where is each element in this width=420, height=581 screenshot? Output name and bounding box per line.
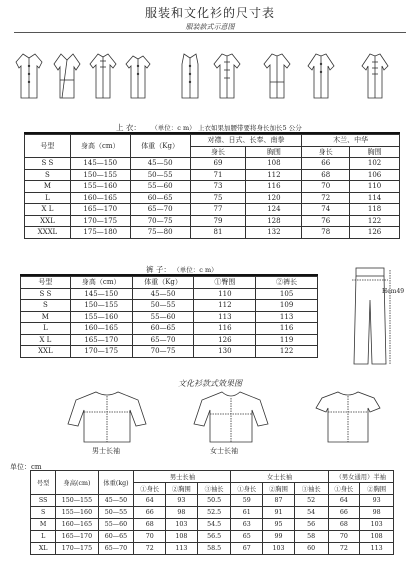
cell: 60—65 [130, 192, 190, 204]
table-row [25, 192, 400, 204]
tshirt-header-size: 号型 [31, 471, 56, 495]
cell: 60—65 [98, 531, 134, 543]
cell: 150—155 [70, 300, 132, 312]
cell: X L [21, 334, 71, 346]
cell: 65—70 [130, 204, 190, 216]
cell: 63 [231, 519, 263, 531]
style-diagram-title: 服装款式示意图 [185, 23, 235, 31]
garment-sketch-long-shirt [306, 52, 336, 100]
jacket-header-height: 身高（cm） [70, 135, 130, 158]
table-row [21, 323, 318, 335]
cell: 113 [256, 311, 318, 323]
cell: 70—75 [130, 215, 190, 227]
tshirt-header-f-chest: ②胸围 [263, 483, 295, 495]
cell: 70 [302, 181, 350, 193]
cell: 165—170 [70, 334, 132, 346]
pants-size-table [20, 276, 318, 358]
cell: 165—170 [70, 204, 130, 216]
cell: S S [25, 158, 71, 170]
female-tshirt-diagram [190, 388, 272, 444]
cell: 68 [134, 519, 166, 531]
garment-sketch-tang [360, 52, 390, 100]
cell: 55—60 [132, 311, 194, 323]
jacket-header-group-a: 对襟、日式、长奉、南拳 [190, 135, 302, 147]
cell: 116 [246, 181, 302, 193]
cell: 78 [302, 227, 350, 239]
cell: 55—60 [98, 519, 134, 531]
tshirt-header-m-length: ①身长 [134, 483, 166, 495]
pants-diagram-label: Hem49 [382, 288, 405, 295]
cell: 126 [350, 227, 400, 239]
table-row [31, 543, 394, 555]
cell: 108 [166, 531, 198, 543]
cell: 170—175 [70, 215, 130, 227]
cell: 150—155 [70, 169, 130, 181]
cell: 113 [166, 543, 198, 555]
cell: 126 [194, 334, 256, 346]
cell: 112 [194, 300, 256, 312]
tshirt-header-u-length: ①身长 [328, 483, 360, 495]
jacket-header-chest-a: 胸围 [246, 146, 302, 158]
cell: 113 [360, 543, 394, 555]
cell: 60—65 [132, 323, 194, 335]
pants-header-size: 号型 [21, 277, 71, 289]
cell: 98 [166, 507, 198, 519]
cell: 45—50 [130, 158, 190, 170]
tshirt-header-f-length: ①身长 [231, 483, 263, 495]
cell: 65 [231, 531, 263, 543]
cell: 160—165 [70, 323, 132, 335]
cell: 64 [134, 495, 166, 507]
garment-sketch-duijin [14, 52, 44, 100]
jacket-note: 上衣如果加腰带要将身长加长5 公分 [198, 124, 302, 132]
cell: 116 [194, 323, 256, 335]
cell: 75—80 [130, 227, 190, 239]
cell: 155—160 [56, 507, 98, 519]
cell: 106 [350, 169, 400, 181]
pants-header-height: 身高（cm） [70, 277, 132, 289]
cell: 160—165 [70, 192, 130, 204]
jacket-header-chest-b: 胸围 [350, 146, 400, 158]
table-row [25, 158, 400, 170]
pants-diagram [348, 264, 394, 368]
jacket-header-weight: 体重（Kg） [130, 135, 190, 158]
cell: XXXL [25, 227, 71, 239]
female-caption: 女士长袖 [210, 447, 238, 455]
cell: 130 [194, 346, 256, 358]
table-row [31, 519, 394, 531]
cell: 67 [231, 543, 263, 555]
cell: L [31, 531, 56, 543]
cell: 65—70 [98, 543, 134, 555]
table-row [21, 311, 318, 323]
cell: 58.5 [197, 543, 231, 555]
tshirt-header-unisex: （男女通用）半袖 [328, 471, 393, 483]
table-row [25, 204, 400, 216]
cell: 59 [231, 495, 263, 507]
garment-sketch-zhonghua [262, 52, 292, 100]
cell: 119 [256, 334, 318, 346]
garment-sketch-mulan [212, 52, 242, 100]
table-row [31, 507, 394, 519]
cell: 103 [360, 519, 394, 531]
cell: 160—165 [56, 519, 98, 531]
tshirt-header-m-sleeve: ③袖长 [197, 483, 231, 495]
cell: 145—150 [70, 288, 132, 300]
table-row [21, 300, 318, 312]
table-row [21, 334, 318, 346]
cell: 61 [231, 507, 263, 519]
tshirt-size-table [30, 470, 394, 555]
cell: 56 [294, 519, 328, 531]
jacket-label: 上 衣： [116, 123, 141, 132]
cell: 72 [302, 192, 350, 204]
cell: S S [21, 288, 71, 300]
cell: 70 [134, 531, 166, 543]
male-tshirt-diagram [66, 388, 148, 444]
cell: 70—75 [132, 346, 194, 358]
tshirt-header-female: 女士长袖 [231, 471, 328, 483]
tshirt-header-m-chest: ②胸围 [166, 483, 198, 495]
jacket-rows [25, 158, 400, 239]
cell: 72 [328, 543, 360, 555]
table-row [25, 181, 400, 193]
cell: 54.5 [197, 519, 231, 531]
jacket-header-size: 号型 [25, 135, 71, 158]
cell: S [21, 300, 71, 312]
cell: 128 [246, 215, 302, 227]
cell: 155—160 [70, 311, 132, 323]
cell: M [25, 181, 71, 193]
pants-header-length: ②裤长 [256, 277, 318, 289]
cell: 77 [190, 204, 246, 216]
cell: 175—180 [70, 227, 130, 239]
cell: 132 [246, 227, 302, 239]
cell: 93 [360, 495, 394, 507]
table-row [21, 288, 318, 300]
title-rule [14, 32, 406, 33]
cell: 52.5 [197, 507, 231, 519]
cell: 50—55 [98, 507, 134, 519]
page-title: 服装和文化衫的尺寸表 [144, 6, 275, 20]
cell: 45—50 [98, 495, 134, 507]
table-row [31, 495, 394, 507]
cell: 54 [294, 507, 328, 519]
cell: 55—60 [130, 181, 190, 193]
pants-label: 裤 子： [146, 265, 171, 274]
cell: 170—175 [70, 346, 132, 358]
cell: XXL [21, 346, 71, 358]
tshirt-header-u-chest: ②胸围 [360, 483, 394, 495]
tshirt-title: 文化衫款式效果图 [178, 379, 242, 388]
cell: M [21, 311, 71, 323]
cell: 124 [246, 204, 302, 216]
pants-header-weight: 体重（Kg） [132, 277, 194, 289]
cell: 65—70 [132, 334, 194, 346]
cell: XXL [25, 215, 71, 227]
cell: 165—170 [56, 531, 98, 543]
cell: 103 [263, 543, 295, 555]
jacket-unit: （单位：c m） [151, 124, 196, 132]
cell: 66 [134, 507, 166, 519]
cell: 150—155 [56, 495, 98, 507]
cell: 60 [294, 543, 328, 555]
cell: 108 [360, 531, 394, 543]
cell: 68 [302, 169, 350, 181]
cell: 79 [190, 215, 246, 227]
jacket-size-table [24, 134, 400, 239]
cell: L [25, 192, 71, 204]
cell: 64 [328, 495, 360, 507]
cell: 81 [190, 227, 246, 239]
cell: 76 [302, 215, 350, 227]
cell: 118 [350, 204, 400, 216]
tshirt-header-weight: 体重(kg) [98, 471, 134, 495]
cell: 110 [350, 181, 400, 193]
cell: 112 [246, 169, 302, 181]
cell: L [21, 323, 71, 335]
cell: 75 [190, 192, 246, 204]
tshirt-header-height: 身高(cm) [56, 471, 98, 495]
table-row [25, 215, 400, 227]
cell: 93 [166, 495, 198, 507]
cell: 70 [328, 531, 360, 543]
cell: 113 [194, 311, 256, 323]
cell: 69 [190, 158, 246, 170]
cell: 66 [302, 158, 350, 170]
cell: 114 [350, 192, 400, 204]
garment-sketch-nanquan [124, 54, 152, 100]
cell: 145—150 [70, 158, 130, 170]
table-row [25, 169, 400, 181]
cell: 50.5 [197, 495, 231, 507]
unisex-tshirt-diagram [314, 388, 382, 444]
cell: M [31, 519, 56, 531]
cell: 170—175 [56, 543, 98, 555]
cell: S [31, 507, 56, 519]
cell: 105 [256, 288, 318, 300]
cell: 66 [328, 507, 360, 519]
cell: 122 [256, 346, 318, 358]
cell: 74 [302, 204, 350, 216]
cell: 87 [263, 495, 295, 507]
cell: 71 [190, 169, 246, 181]
cell: 108 [246, 158, 302, 170]
cell: 120 [246, 192, 302, 204]
garment-sketch-riShi [52, 52, 82, 100]
male-caption: 男士长袖 [92, 447, 120, 455]
cell: 52 [294, 495, 328, 507]
cell: 99 [263, 531, 295, 543]
cell: 50—55 [132, 300, 194, 312]
table-row [21, 346, 318, 358]
cell: SS [31, 495, 56, 507]
tshirt-header-male: 男士长袖 [134, 471, 231, 483]
cell: XL [31, 543, 56, 555]
cell: 103 [166, 519, 198, 531]
garment-sketch-changfeng [88, 52, 118, 100]
cell: 50—55 [130, 169, 190, 181]
tshirt-unit: 单位：cm [10, 463, 42, 471]
cell: 155—160 [70, 181, 130, 193]
cell: 72 [134, 543, 166, 555]
garment-sketch-vest [178, 52, 202, 100]
jacket-header-group-b: 木兰、中华 [302, 135, 400, 147]
cell: 68 [328, 519, 360, 531]
tshirt-header-f-sleeve: ③袖长 [294, 483, 328, 495]
jacket-header-length-a: 身长 [190, 146, 246, 158]
cell: 122 [350, 215, 400, 227]
table-row [25, 227, 400, 239]
cell: 45—50 [132, 288, 194, 300]
jacket-header-length-b: 身长 [302, 146, 350, 158]
cell: 56.5 [197, 531, 231, 543]
cell: 58 [294, 531, 328, 543]
pants-unit: （单位：c m） [173, 266, 218, 274]
cell: 98 [360, 507, 394, 519]
table-row [31, 531, 394, 543]
cell: 116 [256, 323, 318, 335]
cell: X L [25, 204, 71, 216]
cell: 73 [190, 181, 246, 193]
cell: 109 [256, 300, 318, 312]
cell: 91 [263, 507, 295, 519]
pants-header-hip: ①臀围 [194, 277, 256, 289]
cell: 102 [350, 158, 400, 170]
cell: S [25, 169, 71, 181]
cell: 110 [194, 288, 256, 300]
cell: 95 [263, 519, 295, 531]
